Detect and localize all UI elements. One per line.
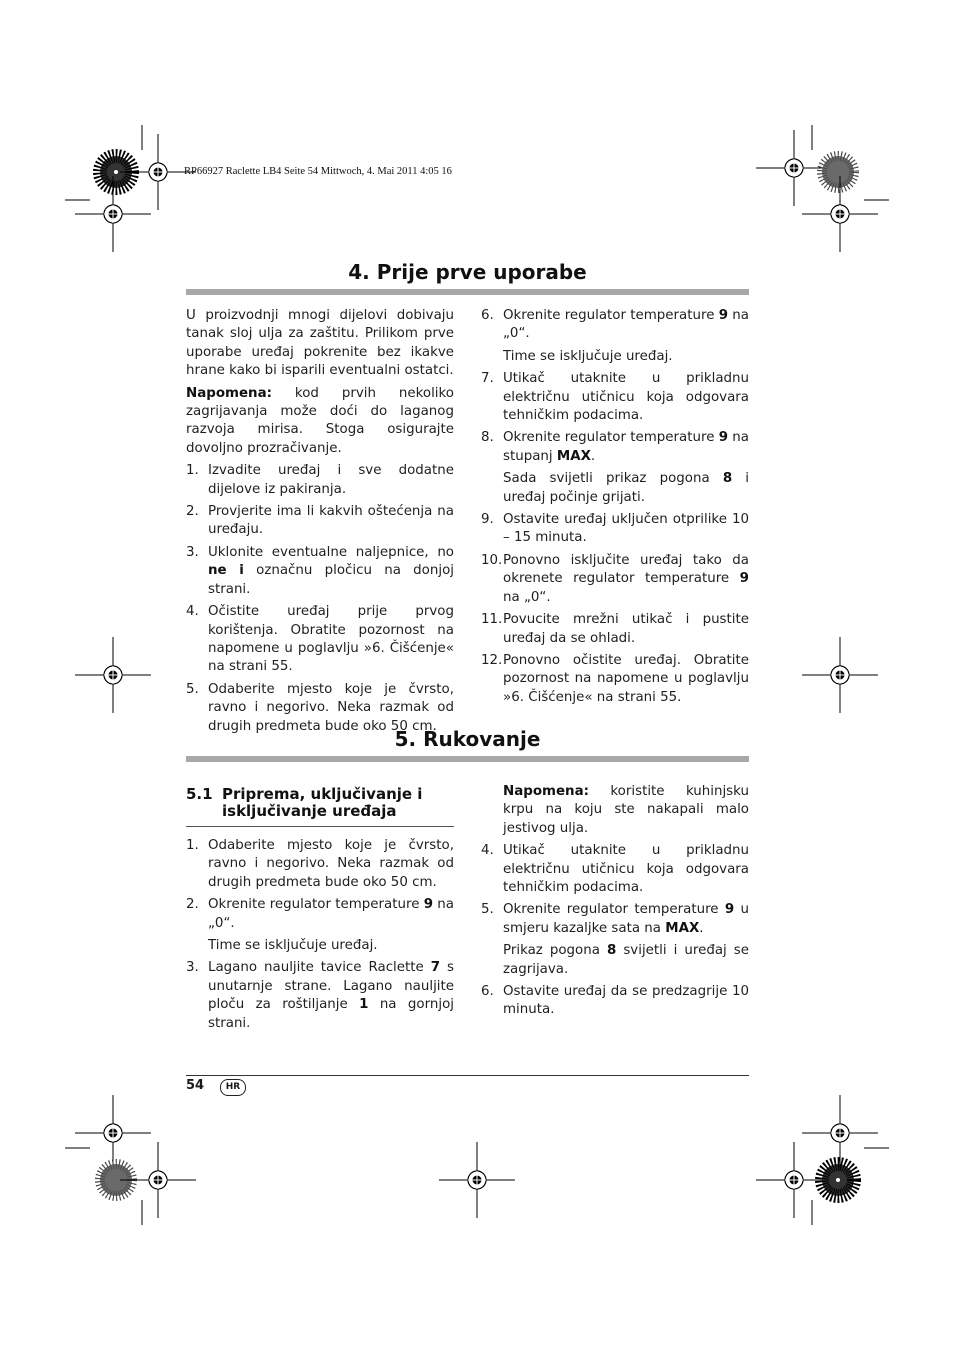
section-4-right-column [481, 307, 749, 711]
list-item: 5. Okrenite regulator temperature 9 u smjeru kazaljke sata na MAX. [481, 902, 749, 936]
page-number: 54 [186, 1078, 205, 1093]
list-item: 10. Ponovno isključite uređaj tako da okrenete regulator temperature 9 na „0“. [481, 552, 749, 605]
section-4-left-column [186, 307, 454, 740]
section-5-title: 5. Rukovanje [394, 727, 541, 751]
section-4-rule [186, 289, 749, 295]
subsection-title: 5.1 Priprema, uključivanje i isključivanje uređaja [186, 786, 454, 827]
note-text: kod prvih nekoliko zagrijavanja može doći do laganog razvoja mirisa. Stoga osigurajte dovoljno prozračivanje. [186, 385, 454, 456]
list-item: 1. Odaberite mjesto koje je čvrsto, ravno i negorivo. Neka razmak od drugih predmeta bude oko 50 cm. [186, 838, 454, 890]
list-item: 4. Očistite uređaj prije prvog korištenja. Obratite pozornost na napomene u poglavlju »6. Čišćenje« na strani 55. [186, 604, 454, 675]
section-5-left-column [186, 786, 454, 1037]
list-item: 2. Provjerite ima li kakvih oštećenja na uređaju. [186, 504, 454, 538]
language-badge: HR [220, 1079, 246, 1096]
step-note: Time se isključuje uređaj. [503, 348, 673, 364]
note-paragraph: Napomena: koristite kuhinjsku krpu na koju ste nakapali malo jestivog ulja. [503, 784, 749, 836]
list-item: 7. Utikač utaknite u prikladnu električnu utičnicu koja odgovara tehničkim podacima. [481, 371, 749, 424]
footer-rule [186, 1075, 749, 1076]
step-note: Sada svijetli prikaz pogona 8 i uređaj počinje grijati. [503, 471, 750, 505]
list-item: 3. Uklonite eventualne naljepnice, no ne i označnu pločicu na donjoj strani. [186, 544, 454, 597]
step-note: Time se isključuje uređaj. [208, 938, 378, 954]
list-item: 11. Povucite mrežni utikač i pustite uređaj da se ohladi. [481, 612, 749, 646]
list-item: 1. Izvadite uređaj i sve dodatne dijelove iz pakiranja. [186, 463, 454, 497]
intro-paragraph: U proizvodnji mnogi dijelovi dobivaju tanak sloj ulja za zaštitu. Prilikom prve uporabe uređaj pokrenite bez ikakve hrane kako bi isparili eventualni ostatci. [186, 308, 454, 379]
list-item: 2. Okrenite regulator temperature 9 na „0“. [186, 897, 454, 931]
list-item: 12. Ponovno očistite uređaj. Obratite pozornost na napomene u poglavlju »6. Čišćenje« na strani 55. [481, 652, 749, 705]
section-4-title: 4. Prije prve uporabe [348, 260, 587, 284]
list-item: 8. Okrenite regulator temperature 9 na stupanj MAX. [481, 430, 749, 464]
list-item: 5. Odaberite mjesto koje je čvrsto, ravno i negorivo. Neka razmak od drugih predmeta bude oko 50 cm. [186, 681, 454, 734]
section-5-right-column [481, 783, 749, 1024]
list-item: 6. Okrenite regulator temperature 9 na „0“. [481, 308, 749, 342]
section-5-rule [186, 756, 749, 762]
list-item: 4. Utikač utaknite u prikladnu električnu utičnicu koja odgovara tehničkim podacima. [481, 843, 749, 896]
list-item: 6. Ostavite uređaj da se predzagrije 10 minuta. [481, 984, 749, 1018]
step-note: Prikaz pogona 8 svijetli i uređaj se zagrijava. [503, 943, 749, 977]
list-item: 9. Ostavite uređaj uključen otprilike 10 – 15 minuta. [481, 512, 749, 546]
print-header: RP66927 Raclette LB4 Seite 54 Mittwoch, 4. Mai 2011 4:05 16 [184, 166, 452, 177]
note-label: Napomena: [186, 385, 272, 401]
list-item: 3. Lagano nauljite tavice Raclette 7 s unutarnje strane. Lagano nauljite ploču za roštiljanje 1 na gornjoj strani. [186, 960, 455, 1031]
note-paragraph [186, 385, 454, 459]
